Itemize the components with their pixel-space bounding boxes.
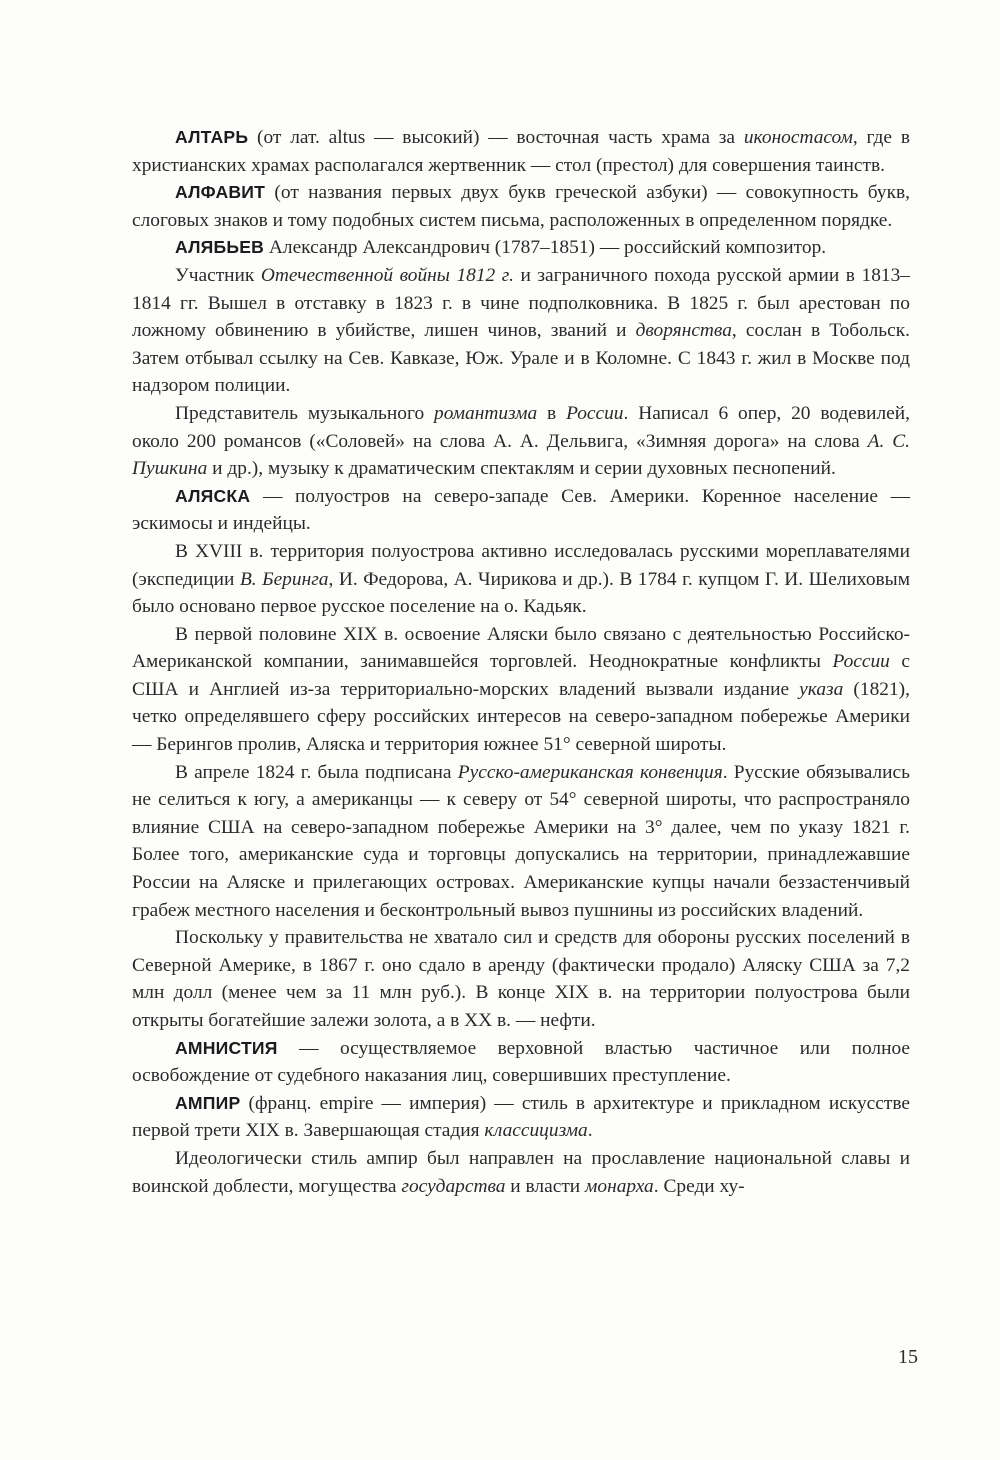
text-run: Поскольку у правительства не хватало сил и средств для обороны русских поселений в Северной Америке, в 1867 г. оно сдало в аренду (фактически продало) Аляску США за 7,2 млн долл (менее чем за 11 млн руб.). В конце XIX в. на территории полуострова были открыты богатейшие залежи золота, а в XX в. — нефти.: [132, 927, 910, 1031]
entry-term: АМНИСТИЯ: [175, 1037, 278, 1058]
text-run: и власти: [505, 1175, 586, 1197]
entry-paragraph: [132, 179, 910, 234]
entry-paragraph: [132, 759, 910, 925]
text-run: . Русские обязывались не селиться к югу, а американцы — к северу от 54° северной широты, что распространяло влияние США на северо-западном побережье Америки на 3° далее, чем по указу 1821 г. Более того, американские суда и торговцы допускались на территории, принадлежавшие России на Аляске и прилегающих островах. Американские купцы начали беззастенчивый грабеж местного населения и бесконтрольный вывоз пушнины из российских владений.: [132, 761, 910, 921]
text-run: — осуществляемое верховной властью частичное или полное освобождение от судебного наказания лиц, совершивших преступление.: [132, 1037, 910, 1087]
cross-reference: романтизма: [434, 402, 538, 424]
entry-paragraph: [132, 483, 910, 538]
entry-term: АЛЯСКА: [175, 485, 251, 506]
cross-reference: классицизма: [484, 1120, 588, 1142]
entry-paragraph: [132, 538, 910, 621]
text-run: Представитель музыкального: [175, 402, 434, 424]
text-run: .: [587, 1120, 593, 1142]
entry-term: АЛФАВИТ: [175, 182, 266, 203]
text-run: — полуостров на северо-западе Сев. Америки. Коренное население — эскимосы и индейцы.: [132, 485, 910, 535]
text-run: . Написал 6 опер, 20 водевилей, около 200 романсов («Соловей» на слова А. А. Дельвига, «Зимняя дорога» на слова: [132, 402, 910, 452]
text-run: в: [537, 402, 567, 424]
cross-reference: указа: [799, 678, 844, 700]
cross-reference: А. С. Пушкина: [132, 430, 910, 480]
text-run: В апреле 1824 г. была подписана: [175, 761, 458, 783]
text-run: , где в христианских храмах располагался жертвенник — стол (престол) для совершения таинств.: [132, 127, 910, 176]
entry-paragraph: [132, 1035, 910, 1090]
dictionary-text: [132, 124, 910, 1200]
entry-paragraph: [132, 621, 910, 759]
text-run: (от названия первых двух букв греческой азбуки) — совокупность букв, слоговых знаков и тому подобных систем письма, расположенных в определенном порядке.: [132, 182, 910, 231]
dictionary-entry: [132, 1090, 910, 1200]
entry-paragraph: [132, 262, 910, 400]
entry-paragraph: [132, 924, 910, 1034]
text-run: В первой половине XIX в. освоение Аляски было связано с деятельностью Российско-Американской компании, занимавшейся торговлей. Неоднократные конфликты: [132, 623, 910, 673]
entry-paragraph: [132, 1145, 910, 1200]
text-run: и заграничного похода русской армии в 1813–1814 гг. Вышел в отставку в 1823 г. в чине подполковника. В 1825 г. был арестован по ложному обвинению в убийстве, лишен чинов, званий и: [132, 264, 910, 342]
cross-reference: монарха: [585, 1175, 654, 1197]
entry-term: АМПИР: [175, 1092, 241, 1113]
cross-reference: Отечественной войны 1812 г.: [260, 264, 514, 286]
text-run: Идеологически стиль ампир был направлен на прославление национальной славы и воинской доблести, могущества: [132, 1147, 910, 1197]
text-run: (от лат. altus — высокий) — восточная часть храма за: [248, 127, 744, 148]
cross-reference: В. Беринга: [239, 568, 329, 590]
entry-paragraph: [132, 124, 910, 179]
dictionary-entry: [132, 1035, 910, 1090]
dictionary-entry: [132, 124, 910, 179]
dictionary-entry: [132, 179, 910, 234]
text-run: (франц. empire — империя) — стиль в архитектуре и прикладном искусстве первой трети XIX в. Завершающая стадия: [132, 1092, 910, 1142]
text-run: , сослан в Тобольск. Затем отбывал ссылку на Сев. Кавказе, Юж. Урале и в Коломне. С 1843 г. жил в Москве под надзором полиции.: [132, 320, 910, 397]
text-run: с США и Англией из-за территориально-морских владений вызвали издание: [132, 651, 910, 700]
text-run: и др.), музыку к драматическим спектаклям и серии духовных песнопений.: [207, 458, 836, 480]
cross-reference: иконостасом: [743, 127, 853, 148]
text-run: (1821), четко определявшего сферу российских интересов на северо-западном побережье Америки — Берингов пролив, Аляска и территория южнее 51° северной широты.: [132, 678, 910, 756]
cross-reference: Русско-американская конвенция: [457, 761, 723, 783]
cross-reference: России: [832, 651, 890, 673]
cross-reference: России: [566, 402, 624, 424]
text-run: Александр Александрович (1787–1851) — российский композитор.: [264, 237, 827, 259]
entry-paragraph: [132, 234, 910, 262]
text-run: . Среди ху-: [653, 1175, 745, 1197]
entry-term: АЛТАРЬ: [175, 127, 249, 147]
page-number: 15: [898, 1346, 918, 1368]
text-run: В XVIII в. территория полуострова активно исследовалась русскими мореплавателями (экспедиции: [132, 540, 910, 590]
entry-term: АЛЯБЬЕВ: [175, 237, 265, 258]
dictionary-entry: [132, 483, 910, 1035]
text-run: , И. Федорова, А. Чирикова и др.). В 1784 г. купцом Г. И. Шелиховым было основано первое русское поселение на о. Кадьяк.: [132, 568, 910, 618]
text-run: Участник: [175, 264, 261, 286]
cross-reference: дворянства: [635, 320, 732, 342]
cross-reference: государства: [401, 1175, 506, 1197]
entry-paragraph: [132, 1090, 910, 1145]
dictionary-entry: [132, 234, 910, 482]
entry-paragraph: [132, 400, 910, 483]
